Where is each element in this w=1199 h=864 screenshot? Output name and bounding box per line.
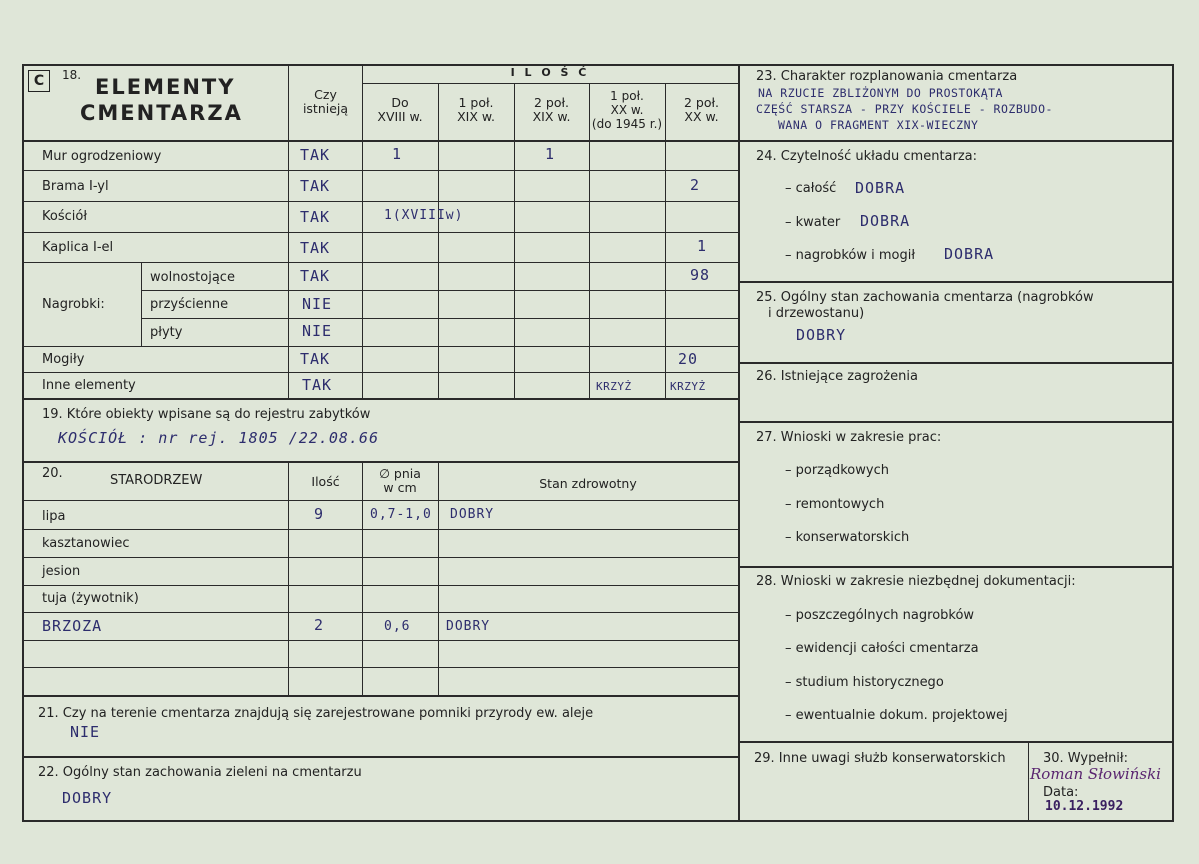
- section-24-item-kwater: – kwater: [785, 215, 841, 230]
- grid-v-4: [665, 84, 666, 398]
- grid-h-end28: [738, 741, 1174, 743]
- tree-diameter-lipa: 0,7-1,0: [370, 507, 432, 522]
- exists-mur: TAK: [300, 146, 331, 164]
- frame-bottom: [22, 820, 1174, 822]
- section-30-label: 30. Wypełnił:: [1043, 751, 1128, 766]
- tree-grid-v-1: [288, 462, 289, 696]
- section-22-label: 22. Ogólny stan zachowania zieleni na cmentarzu: [38, 765, 362, 780]
- exists-kosciol: TAK: [300, 208, 331, 226]
- frame-left: [22, 64, 24, 822]
- section-23-value-3: WANA O FRAGMENT XIX-WIECZNY: [778, 118, 979, 132]
- section-24-value-calosc: DOBRA: [855, 179, 906, 197]
- section-28-item-3: – studium historycznego: [785, 675, 944, 690]
- period-header-2: 1 poł. XIX w.: [457, 95, 495, 125]
- value-kaplica-p2-20: 1: [697, 237, 708, 255]
- grid-h-end20: [22, 695, 738, 697]
- section-19-label: 19. Które obiekty wpisane są do rejestru zabytków: [42, 407, 371, 422]
- grid-h-end24: [738, 281, 1174, 283]
- section-25-value: DOBRY: [796, 326, 847, 344]
- exists-inne: TAK: [302, 376, 333, 394]
- tree-grid-v-2: [362, 462, 363, 696]
- grid-v-30: [1028, 742, 1029, 821]
- col-exists-header: Czy istnieją: [302, 87, 349, 117]
- frame-top: [22, 64, 1174, 66]
- section-23-label: 23. Charakter rozplanowania cmentarza: [756, 69, 1018, 84]
- exists-przyscienne: NIE: [302, 295, 333, 313]
- ilosc-header: I L O Ś Ć: [510, 66, 590, 79]
- row-label-mur: Mur ogrodzeniowy: [42, 149, 162, 164]
- section-24-value-nagrobkow: DOBRA: [944, 245, 995, 263]
- row-label-kosciol: Kościół: [42, 209, 88, 224]
- section-28-label: 28. Wnioski w zakresie niezbędnej dokumentacji:: [756, 574, 1076, 589]
- section-18-number: 18.: [62, 68, 82, 82]
- tree-grid-v-3: [438, 462, 439, 696]
- exists-wolnostojace: TAK: [300, 267, 331, 285]
- grid-v-1: [438, 84, 439, 398]
- section-28-item-1: – poszczególnych nagrobków: [785, 608, 975, 623]
- grid-h-r8: [22, 372, 738, 373]
- section-25-label-1: 25. Ogólny stan zachowania cmentarza (nagrobków: [756, 290, 1094, 305]
- section-18-title-2: CMENTARZA: [80, 101, 243, 125]
- tree-health-brzoza: DOBRY: [446, 619, 491, 634]
- section-20-title: STARODRZEW: [110, 473, 203, 488]
- tree-col-health: Stan zdrowotny: [539, 476, 637, 491]
- section-20-number: 20.: [42, 466, 63, 481]
- grid-h-r4: [22, 262, 738, 263]
- value-mogily-p2-20: 20: [678, 350, 699, 368]
- grid-h-ilosc: [362, 83, 738, 84]
- tree-name-jesion: jesion: [42, 564, 81, 579]
- grid-h-r2: [22, 201, 738, 202]
- section-25-label-2: i drzewostanu): [768, 306, 865, 321]
- row-label-mogily: Mogiły: [42, 352, 85, 367]
- grid-h-r7: [22, 346, 738, 347]
- tree-health-lipa: DOBRY: [450, 507, 495, 522]
- section-26-label: 26. Istniejące zagrożenia: [756, 369, 918, 384]
- section-19-value: KOŚCIÓŁ : nr rej. 1805 /22.08.66: [58, 429, 379, 447]
- grid-h-r5: [141, 290, 738, 291]
- section-27-item-remontowych: – remontowych: [785, 497, 885, 512]
- tree-name-lipa: lipa: [42, 509, 66, 524]
- row-label-nagrobki: Nagrobki:: [42, 297, 105, 312]
- tree-grid-h-3: [22, 585, 738, 586]
- section-24-item-nagrobkow: – nagrobków i mogił: [785, 248, 916, 263]
- row-label-wolnostojace: wolnostojące: [150, 270, 235, 285]
- tree-name-tuja: tuja (żywotnik): [42, 591, 139, 606]
- section-28-item-2: – ewidencji całości cmentarza: [785, 641, 979, 656]
- period-header-5: 2 poł. XX w.: [683, 95, 720, 125]
- section-23-value-2: CZĘŚĆ STARSZA - PRZY KOŚCIELE - ROZBUDO-: [756, 102, 1053, 116]
- grid-v-2: [514, 84, 515, 398]
- tree-col-diameter: ∅ pnia w cm: [379, 466, 421, 496]
- row-label-kaplica: Kaplica I-el: [42, 240, 114, 255]
- frame-right: [1172, 64, 1174, 822]
- value-kosciol-do18: 1(XVIIIw): [384, 208, 464, 223]
- section-29-label: 29. Inne uwagi służb konserwatorskich: [754, 751, 1006, 766]
- grid-h-r1: [22, 170, 738, 171]
- section-30-signature: Roman Słowiński: [1030, 765, 1161, 783]
- grid-h-end25: [738, 362, 1174, 364]
- section-30-date-value: 10.12.1992: [1045, 799, 1124, 814]
- value-inne-p2-20: KRZYŻ: [670, 380, 706, 393]
- grid-h-end23: [738, 140, 1174, 142]
- row-label-inne: Inne elementy: [42, 378, 136, 393]
- tree-count-brzoza: 2: [314, 616, 325, 634]
- section-18-title-1: ELEMENTY: [95, 75, 236, 99]
- exists-mogily: TAK: [300, 350, 331, 368]
- period-header-3: 2 poł. XIX w.: [532, 95, 571, 125]
- section-23-value-1: NA RZUCIE ZBLIŻONYM DO PROSTOKĄTA: [758, 86, 1003, 100]
- tree-grid-h-2: [22, 557, 738, 558]
- grid-v-nagrobki: [141, 262, 142, 346]
- row-label-przyscienne: przyścienne: [150, 297, 229, 312]
- tree-col-count: Ilość: [311, 474, 340, 489]
- tree-grid-h-header: [22, 500, 738, 501]
- grid-h-r6: [141, 318, 738, 319]
- value-mur-do18: 1: [392, 145, 403, 163]
- exists-kaplica: TAK: [300, 239, 331, 257]
- exists-plyty: NIE: [302, 322, 333, 340]
- period-header-4: 1 poł. XX w. (do 1945 r.): [591, 89, 663, 131]
- period-header-1: Do XVIII w.: [377, 95, 423, 125]
- tree-grid-h-5: [22, 640, 738, 641]
- section-24-item-calosc: – całość: [785, 181, 837, 196]
- section-21-value: NIE: [70, 723, 101, 741]
- row-label-brama: Brama I-yl: [42, 179, 109, 194]
- section-22-value: DOBRY: [62, 789, 113, 807]
- section-28-item-4: – ewentualnie dokum. projektowej: [785, 708, 1008, 723]
- section-30-date-label: Data:: [1043, 785, 1079, 800]
- tree-name-brzoza: BRZOZA: [42, 617, 103, 635]
- row-label-plyty: płyty: [150, 325, 183, 340]
- grid-h-end27: [738, 566, 1174, 568]
- frame-divider: [738, 64, 740, 822]
- grid-h-header: [22, 140, 738, 142]
- section-badge: C: [28, 70, 50, 92]
- grid-h-r3: [22, 232, 738, 233]
- value-mur-p2-19: 1: [545, 145, 556, 163]
- section-24-label: 24. Czytelność układu cmentarza:: [756, 149, 978, 164]
- section-21-label: 21. Czy na terenie cmentarza znajdują się zarejestrowane pomniki przyrody ew. aleje: [38, 706, 594, 721]
- value-wolnostojace-p2-20: 98: [690, 266, 711, 284]
- tree-diameter-brzoza: 0,6: [384, 619, 411, 634]
- section-27-item-porzadkowych: – porządkowych: [785, 463, 889, 478]
- grid-h-end26: [738, 421, 1174, 423]
- grid-h-end18: [22, 398, 738, 400]
- tree-name-kasztanowiec: kasztanowiec: [42, 536, 130, 551]
- grid-h-end21: [22, 756, 738, 758]
- tree-grid-h-6: [22, 667, 738, 668]
- grid-h-end19: [22, 461, 738, 463]
- exists-brama: TAK: [300, 177, 331, 195]
- tree-grid-h-4: [22, 612, 738, 613]
- value-brama-p2-20: 2: [690, 176, 701, 194]
- tree-count-lipa: 9: [314, 505, 325, 523]
- value-inne-p1-20: KRZYŻ: [596, 380, 632, 393]
- section-27-label: 27. Wnioski w zakresie prac:: [756, 430, 942, 445]
- section-27-item-konserwatorskich: – konserwatorskich: [785, 530, 910, 545]
- tree-grid-h-1: [22, 529, 738, 530]
- section-24-value-kwater: DOBRA: [860, 212, 911, 230]
